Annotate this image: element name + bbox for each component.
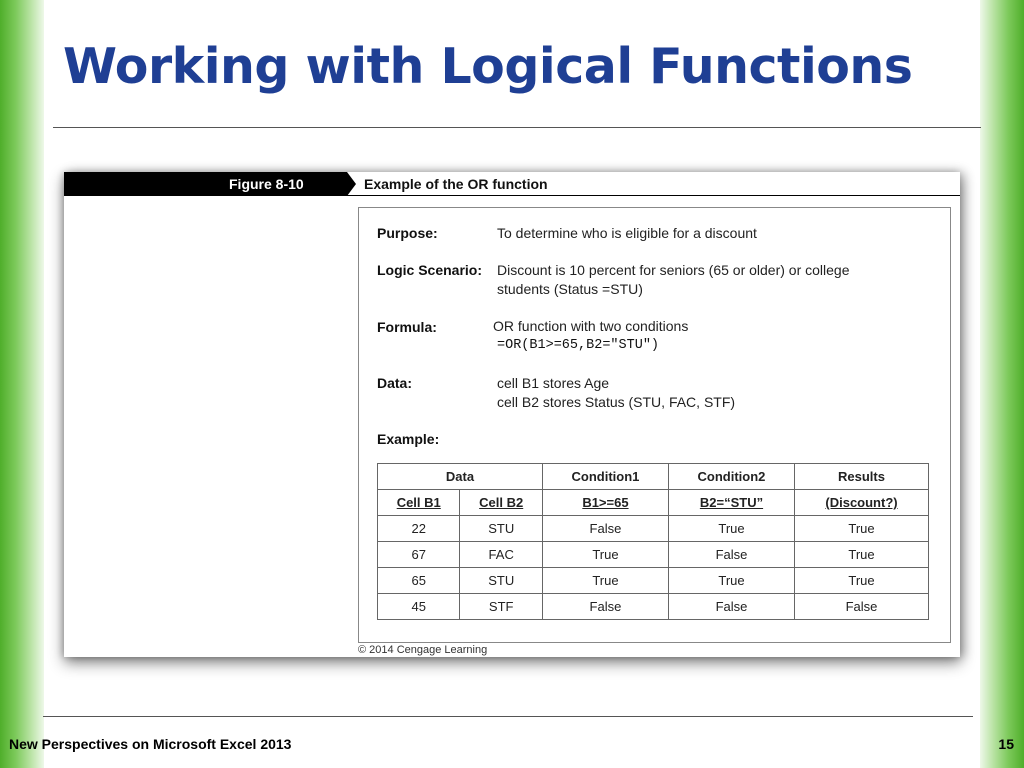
- footer-book-title: New Perspectives on Microsoft Excel 2013: [9, 736, 292, 752]
- table-group-header-row: [378, 464, 929, 490]
- table-cell: 67: [378, 542, 460, 568]
- table-cell: True: [668, 516, 794, 542]
- table-cell: True: [795, 568, 929, 594]
- scenario-label: Logic Scenario:: [377, 262, 483, 278]
- footer-divider: [43, 716, 973, 717]
- table-cell: STF: [460, 594, 542, 620]
- table-cell: True: [795, 516, 929, 542]
- figure-header: [64, 172, 960, 196]
- data-line-2: cell B2 stores Status (STU, FAC, STF): [497, 394, 736, 410]
- table-cell: FAC: [460, 542, 542, 568]
- slide-title: Working with Logical Functions: [63, 38, 913, 95]
- table-row: [378, 594, 929, 620]
- table-cell: STU: [460, 568, 542, 594]
- slide-page-number: 15: [998, 736, 1014, 752]
- figure-content-box: [358, 207, 951, 643]
- scenario-line-1: Discount is 10 percent for seniors (65 or older) or college: [497, 262, 850, 278]
- formula-text: OR function with two conditions: [493, 318, 689, 334]
- scenario-line-2: students (Status =STU): [497, 281, 643, 297]
- header-results: Results: [795, 464, 929, 490]
- table-cell: 45: [378, 594, 460, 620]
- or-example-table: [377, 463, 929, 620]
- table-cell: 22: [378, 516, 460, 542]
- data-line-1: cell B1 stores Age: [497, 375, 610, 391]
- subheader-cell-b2: Cell B2: [460, 490, 542, 516]
- example-label: Example:: [377, 431, 440, 447]
- title-divider: [53, 127, 981, 128]
- figure-label: Figure 8-10: [229, 176, 304, 192]
- table-sub-header-row: [378, 490, 929, 516]
- figure-panel: [64, 172, 960, 657]
- copyright-credit: © 2014 Cengage Learning: [358, 644, 488, 656]
- table-cell: True: [542, 568, 668, 594]
- purpose-label: Purpose:: [377, 225, 438, 241]
- table-cell: True: [795, 542, 929, 568]
- table-row: [378, 568, 929, 594]
- table-cell: False: [795, 594, 929, 620]
- header-condition1: Condition1: [542, 464, 668, 490]
- header-condition2: Condition2: [668, 464, 794, 490]
- table-cell: False: [668, 542, 794, 568]
- formula-code: =OR(B1>=65,B2="STU"): [497, 338, 660, 353]
- table-row: [378, 516, 929, 542]
- figure-header-rule: [347, 195, 960, 196]
- data-label: Data:: [377, 375, 413, 391]
- figure-caption: Example of the OR function: [364, 176, 548, 192]
- table-cell: True: [542, 542, 668, 568]
- right-accent-bar: [980, 0, 1024, 768]
- figure-arrow-shape: [347, 172, 356, 196]
- subheader-discount: (Discount?): [795, 490, 929, 516]
- table-row: [378, 542, 929, 568]
- table-cell: STU: [460, 516, 542, 542]
- subheader-cell-b1: Cell B1: [378, 490, 460, 516]
- purpose-text: To determine who is eligible for a discount: [497, 225, 757, 241]
- formula-label: Formula:: [377, 319, 437, 335]
- left-accent-bar: [0, 0, 44, 768]
- table-cell: 65: [378, 568, 460, 594]
- table-cell: False: [668, 594, 794, 620]
- table-cell: True: [668, 568, 794, 594]
- header-data: Data: [378, 464, 543, 490]
- table-cell: False: [542, 516, 668, 542]
- subheader-b1-condition: B1>=65: [542, 490, 668, 516]
- figure-label-box: [64, 172, 347, 196]
- table-cell: False: [542, 594, 668, 620]
- subheader-b2-condition: B2=“STU”: [668, 490, 794, 516]
